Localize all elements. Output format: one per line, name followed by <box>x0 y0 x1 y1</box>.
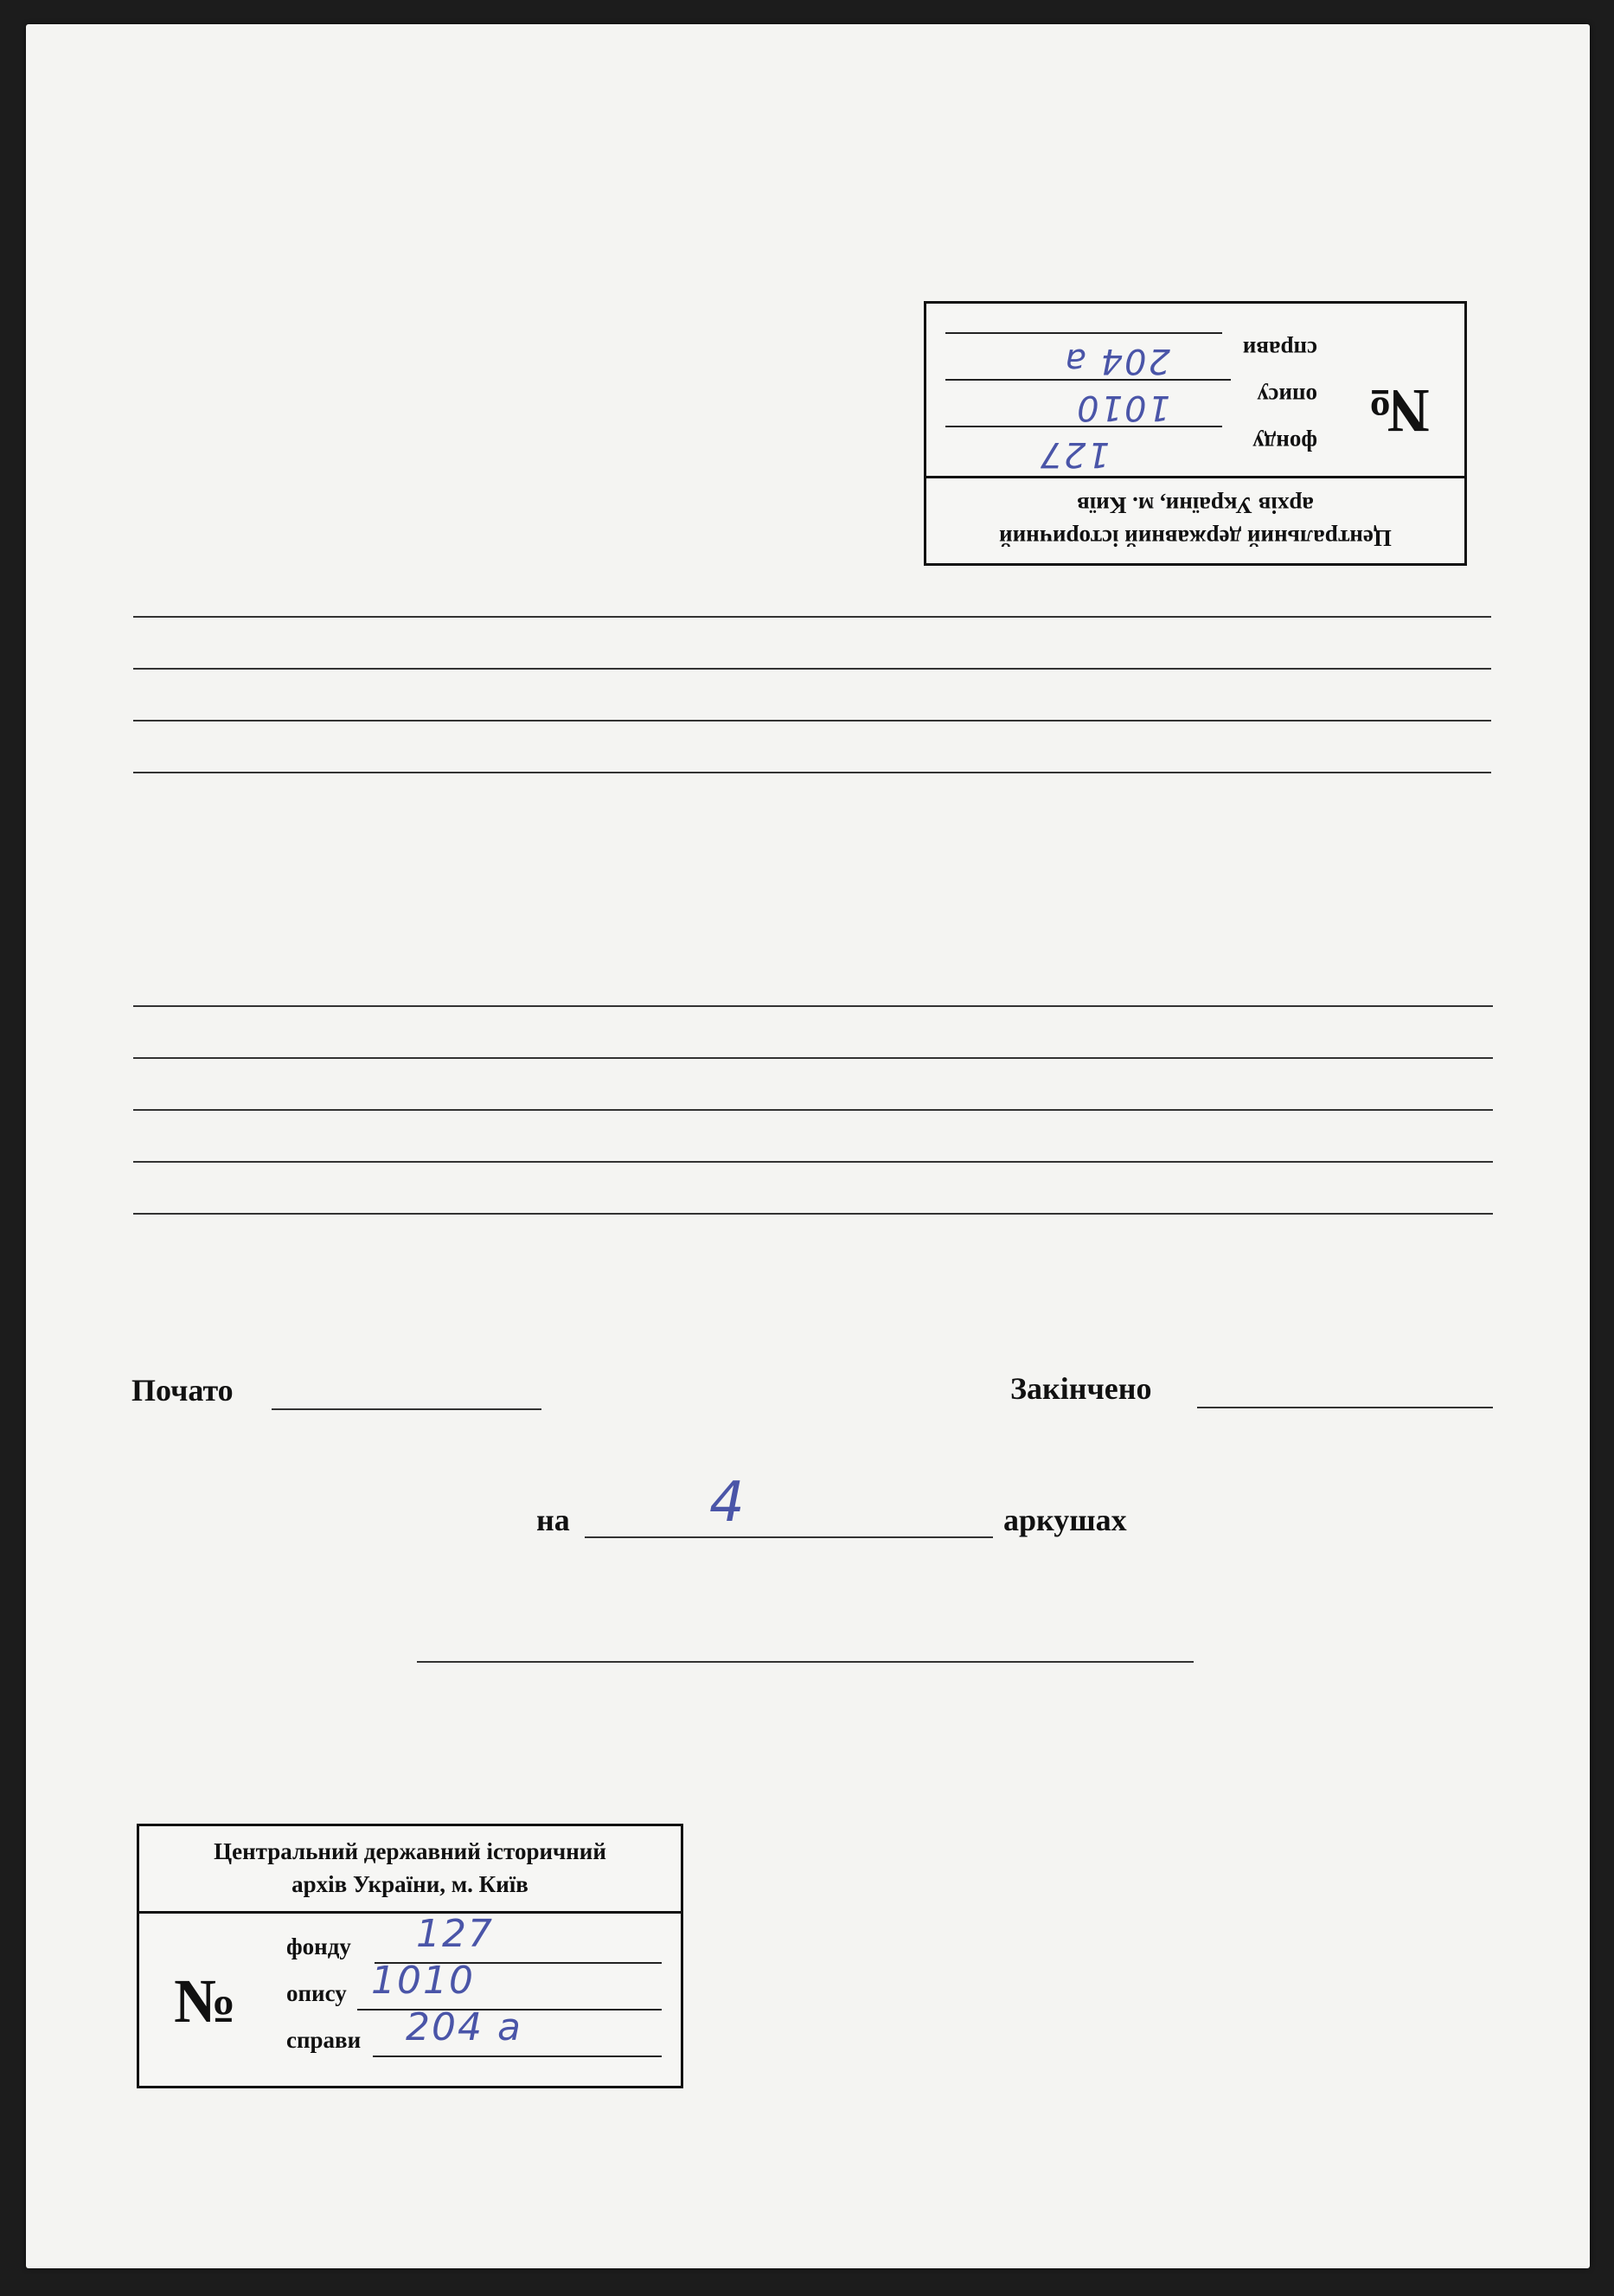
sheets-field <box>585 1536 993 1538</box>
sprava-value: 204 а <box>1063 341 1170 381</box>
fond-value: 127 <box>416 1912 494 1956</box>
started-label: Почато <box>131 1373 234 1408</box>
sprava-row: справи 204 а <box>945 332 1317 367</box>
number-sign: № <box>1367 376 1430 446</box>
opys-row: опису 1010 <box>945 379 1317 414</box>
fond-row: фонду 127 <box>945 426 1317 460</box>
opys-value: 1010 <box>371 1959 475 2003</box>
opys-row: опису 1010 <box>286 1976 662 2011</box>
title-line <box>133 1161 1493 1163</box>
sprava-row: справи 204 а <box>286 2023 662 2057</box>
stamp-title: Центральний державний історичний архів України, м. Київ <box>926 476 1464 563</box>
started-field <box>272 1408 541 1410</box>
finished-field <box>1197 1407 1493 1408</box>
title-line <box>133 616 1491 618</box>
title-line <box>133 772 1491 773</box>
sheets-prefix: на <box>536 1503 570 1537</box>
archive-stamp <box>137 1824 683 2088</box>
title-line <box>133 668 1491 670</box>
stamp-title: Центральний державний історичний архів України, м. Київ <box>139 1826 681 1914</box>
number-sign: № <box>174 1966 237 2036</box>
fond-value: 127 <box>1038 434 1110 474</box>
sprava-value: 204 а <box>406 2005 522 2049</box>
fond-row: фонду 127 <box>286 1929 662 1964</box>
opys-value: 1010 <box>1075 388 1170 427</box>
title-line <box>133 720 1491 722</box>
finished-label: Закінчено <box>1010 1371 1152 1406</box>
upside-down-archive-stamp <box>924 301 1467 566</box>
title-line <box>133 1109 1493 1111</box>
title-line <box>133 1213 1493 1215</box>
signature-line <box>417 1661 1194 1663</box>
title-line <box>133 1057 1493 1059</box>
sheets-count: 4 <box>709 1471 746 1535</box>
file-cover <box>26 24 1590 2268</box>
title-line <box>133 1005 1493 1007</box>
sheets-suffix: аркушах <box>1003 1503 1127 1537</box>
